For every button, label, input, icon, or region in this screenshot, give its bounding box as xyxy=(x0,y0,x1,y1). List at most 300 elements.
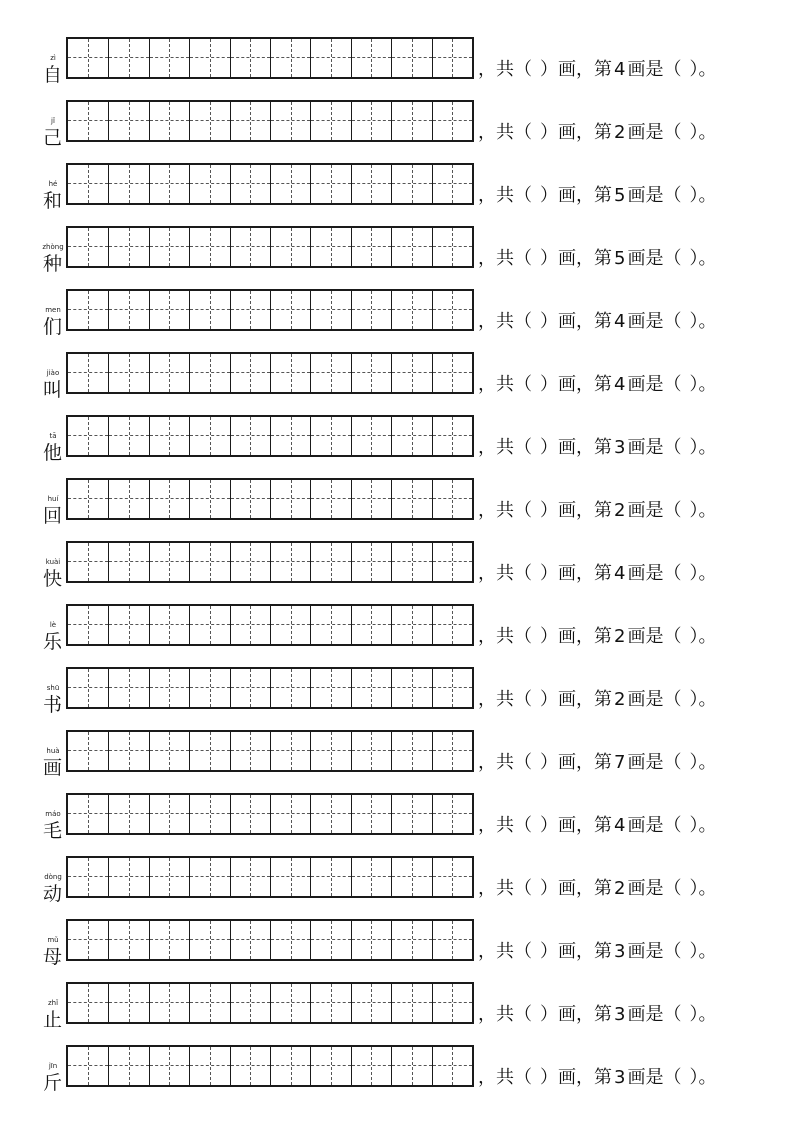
writing-cell[interactable] xyxy=(270,795,310,833)
comma-text: ， xyxy=(576,185,594,206)
writing-cell[interactable] xyxy=(68,102,108,140)
total-label: 共 xyxy=(496,878,514,899)
cell-guide-vertical xyxy=(210,480,211,518)
stroke-question xyxy=(478,122,716,144)
writing-cell[interactable] xyxy=(230,606,270,644)
writing-cell[interactable] xyxy=(68,795,108,833)
writing-cell[interactable] xyxy=(391,858,431,896)
cell-guide-vertical xyxy=(291,102,292,140)
writing-cell[interactable] xyxy=(230,480,270,518)
writing-cell[interactable] xyxy=(108,354,148,392)
cell-guide-vertical xyxy=(291,417,292,455)
cell-guide-vertical xyxy=(331,165,332,203)
writing-cell[interactable] xyxy=(432,480,472,518)
cell-guide-vertical xyxy=(210,417,211,455)
stroke-number: 5 xyxy=(614,248,626,269)
pinyin-label: lè xyxy=(49,621,57,629)
writing-grid xyxy=(66,100,474,142)
writing-cell[interactable] xyxy=(230,102,270,140)
stroke-unit: 画 xyxy=(558,122,576,143)
writing-cell[interactable] xyxy=(149,732,189,770)
writing-cell[interactable] xyxy=(149,417,189,455)
writing-cell[interactable] xyxy=(310,291,350,329)
writing-cell[interactable] xyxy=(189,858,229,896)
cell-guide-vertical xyxy=(412,921,413,959)
paren-close: ） xyxy=(540,878,558,899)
writing-cell[interactable] xyxy=(108,543,148,581)
writing-cell[interactable] xyxy=(351,984,391,1022)
cell-guide-vertical xyxy=(129,417,130,455)
writing-cell[interactable] xyxy=(432,417,472,455)
writing-grid xyxy=(66,415,474,457)
cell-guide-vertical xyxy=(371,921,372,959)
period-text: 。 xyxy=(698,941,717,962)
cell-guide-vertical xyxy=(129,102,130,140)
writing-cell[interactable] xyxy=(432,291,472,329)
paren-open: （ xyxy=(514,815,532,836)
stroke-is-label: 画是 xyxy=(627,248,664,269)
paren-close: ） xyxy=(540,752,558,773)
writing-cell[interactable] xyxy=(108,732,148,770)
writing-cell[interactable] xyxy=(270,354,310,392)
stroke-is-label: 画是 xyxy=(627,500,664,521)
writing-cell[interactable] xyxy=(230,795,270,833)
writing-cell[interactable] xyxy=(149,606,189,644)
writing-cell[interactable] xyxy=(189,669,229,707)
writing-cell[interactable] xyxy=(149,291,189,329)
writing-grid xyxy=(66,793,474,835)
writing-grid xyxy=(66,37,474,79)
cell-guide-vertical xyxy=(88,291,89,329)
writing-grid xyxy=(66,604,474,646)
writing-cell[interactable] xyxy=(108,291,148,329)
writing-cell[interactable] xyxy=(149,669,189,707)
cell-guide-vertical xyxy=(129,354,130,392)
writing-cell[interactable] xyxy=(68,921,108,959)
writing-cell[interactable] xyxy=(230,543,270,581)
writing-cell[interactable] xyxy=(230,354,270,392)
writing-cell[interactable] xyxy=(68,984,108,1022)
worksheet-row xyxy=(0,789,800,852)
writing-cell[interactable] xyxy=(189,354,229,392)
writing-cell[interactable] xyxy=(391,543,431,581)
writing-cell[interactable] xyxy=(270,669,310,707)
writing-cell[interactable] xyxy=(432,543,472,581)
writing-cell[interactable] xyxy=(351,732,391,770)
writing-cell[interactable] xyxy=(189,291,229,329)
writing-cell[interactable] xyxy=(432,795,472,833)
writing-cell[interactable] xyxy=(351,858,391,896)
writing-cell[interactable] xyxy=(351,921,391,959)
writing-cell[interactable] xyxy=(310,480,350,518)
paren-open: （ xyxy=(663,122,682,143)
cell-guide-vertical xyxy=(452,417,453,455)
cell-guide-vertical xyxy=(412,228,413,266)
cell-guide-vertical xyxy=(250,354,251,392)
cell-guide-vertical xyxy=(331,669,332,707)
paren-close: ） xyxy=(540,500,558,521)
cell-guide-vertical xyxy=(452,39,453,77)
writing-cell[interactable] xyxy=(270,543,310,581)
writing-cell[interactable] xyxy=(310,732,350,770)
writing-cell[interactable] xyxy=(149,102,189,140)
cell-guide-vertical xyxy=(412,1047,413,1085)
writing-cell[interactable] xyxy=(432,165,472,203)
total-label: 共 xyxy=(496,437,514,458)
writing-cell[interactable] xyxy=(270,984,310,1022)
cell-guide-vertical xyxy=(412,606,413,644)
paren-open: （ xyxy=(514,374,532,395)
paren-open: （ xyxy=(514,500,532,521)
cell-guide-vertical xyxy=(412,795,413,833)
writing-cell[interactable] xyxy=(391,795,431,833)
writing-cell[interactable] xyxy=(68,543,108,581)
writing-cell[interactable] xyxy=(391,417,431,455)
writing-cell[interactable] xyxy=(351,606,391,644)
stroke-question xyxy=(478,689,716,711)
writing-cell[interactable] xyxy=(310,417,350,455)
stroke-question xyxy=(478,500,716,522)
cell-guide-vertical xyxy=(371,228,372,266)
writing-cell[interactable] xyxy=(270,39,310,77)
stroke-question xyxy=(478,752,716,774)
writing-cell[interactable] xyxy=(351,39,391,77)
paren-open: （ xyxy=(514,248,532,269)
stroke-is-label: 画是 xyxy=(627,1004,664,1025)
writing-cell[interactable] xyxy=(149,480,189,518)
writing-cell[interactable] xyxy=(149,39,189,77)
cell-guide-vertical xyxy=(210,102,211,140)
writing-cell[interactable] xyxy=(432,354,472,392)
cell-guide-vertical xyxy=(371,102,372,140)
pinyin-label: mǔ xyxy=(47,936,59,944)
paren-open: （ xyxy=(663,248,682,269)
writing-cell[interactable] xyxy=(68,669,108,707)
cell-guide-vertical xyxy=(129,921,130,959)
writing-cell[interactable] xyxy=(432,984,472,1022)
writing-cell[interactable] xyxy=(391,102,431,140)
writing-cell[interactable] xyxy=(189,732,229,770)
writing-cell[interactable] xyxy=(310,795,350,833)
paren-close: ） xyxy=(689,374,699,395)
writing-cell[interactable] xyxy=(149,354,189,392)
writing-cell[interactable] xyxy=(230,228,270,266)
stroke-number: 3 xyxy=(614,941,626,962)
writing-cell[interactable] xyxy=(189,1047,229,1085)
cell-guide-vertical xyxy=(291,543,292,581)
cell-guide-vertical xyxy=(452,543,453,581)
writing-cell[interactable] xyxy=(432,228,472,266)
writing-cell[interactable] xyxy=(432,102,472,140)
writing-cell[interactable] xyxy=(189,543,229,581)
cell-guide-vertical xyxy=(88,732,89,770)
writing-cell[interactable] xyxy=(149,543,189,581)
stroke-unit: 画 xyxy=(558,1067,576,1088)
writing-cell[interactable] xyxy=(68,858,108,896)
cell-guide-vertical xyxy=(88,480,89,518)
worksheet-row xyxy=(0,96,800,159)
writing-cell[interactable] xyxy=(270,858,310,896)
writing-cell[interactable] xyxy=(432,606,472,644)
writing-cell[interactable] xyxy=(108,606,148,644)
writing-cell[interactable] xyxy=(310,102,350,140)
cell-guide-vertical xyxy=(291,1047,292,1085)
writing-cell[interactable] xyxy=(310,921,350,959)
hanzi-character: 回 xyxy=(43,505,63,527)
ordinal-label: 第 xyxy=(594,437,612,458)
cell-guide-vertical xyxy=(412,669,413,707)
writing-cell[interactable] xyxy=(391,291,431,329)
writing-cell[interactable] xyxy=(189,606,229,644)
cell-guide-vertical xyxy=(371,732,372,770)
writing-cell[interactable] xyxy=(68,291,108,329)
writing-cell[interactable] xyxy=(432,39,472,77)
writing-cell[interactable] xyxy=(149,228,189,266)
writing-cell[interactable] xyxy=(391,480,431,518)
cell-guide-vertical xyxy=(371,795,372,833)
pinyin-label: máo xyxy=(45,810,61,818)
writing-cell[interactable] xyxy=(189,39,229,77)
writing-cell[interactable] xyxy=(68,732,108,770)
comma-text: ， xyxy=(576,689,594,710)
writing-cell[interactable] xyxy=(108,228,148,266)
writing-cell[interactable] xyxy=(391,39,431,77)
writing-cell[interactable] xyxy=(351,795,391,833)
writing-cell[interactable] xyxy=(310,606,350,644)
comma-text: ， xyxy=(478,1004,496,1025)
ordinal-label: 第 xyxy=(594,500,612,521)
writing-cell[interactable] xyxy=(270,165,310,203)
writing-cell[interactable] xyxy=(391,354,431,392)
writing-cell[interactable] xyxy=(351,102,391,140)
stroke-number: 4 xyxy=(614,563,626,584)
writing-cell[interactable] xyxy=(149,165,189,203)
cell-guide-vertical xyxy=(452,984,453,1022)
total-label: 共 xyxy=(496,941,514,962)
cell-guide-vertical xyxy=(371,417,372,455)
cell-guide-vertical xyxy=(169,228,170,266)
writing-cell[interactable] xyxy=(230,291,270,329)
writing-cell[interactable] xyxy=(432,1047,472,1085)
total-label: 共 xyxy=(496,500,514,521)
cell-guide-vertical xyxy=(169,984,170,1022)
writing-cell[interactable] xyxy=(189,795,229,833)
writing-cell[interactable] xyxy=(149,795,189,833)
stroke-number: 5 xyxy=(614,185,626,206)
stroke-is-label: 画是 xyxy=(627,689,664,710)
writing-cell[interactable] xyxy=(189,417,229,455)
total-label: 共 xyxy=(496,374,514,395)
writing-cell[interactable] xyxy=(68,1047,108,1085)
writing-cell[interactable] xyxy=(270,606,310,644)
period-text: 。 xyxy=(698,437,717,458)
writing-cell[interactable] xyxy=(351,669,391,707)
stroke-is-label: 画是 xyxy=(627,185,664,206)
writing-cell[interactable] xyxy=(310,165,350,203)
writing-cell[interactable] xyxy=(432,858,472,896)
ordinal-label: 第 xyxy=(594,311,612,332)
writing-cell[interactable] xyxy=(68,480,108,518)
writing-cell[interactable] xyxy=(149,1047,189,1085)
paren-open: （ xyxy=(514,1067,532,1088)
writing-cell[interactable] xyxy=(270,417,310,455)
writing-grid xyxy=(66,856,474,898)
writing-cell[interactable] xyxy=(189,228,229,266)
writing-cell[interactable] xyxy=(391,732,431,770)
cell-guide-vertical xyxy=(250,606,251,644)
writing-cell[interactable] xyxy=(189,102,229,140)
cell-guide-vertical xyxy=(452,291,453,329)
writing-cell[interactable] xyxy=(230,669,270,707)
writing-cell[interactable] xyxy=(310,543,350,581)
paren-close: ） xyxy=(540,437,558,458)
writing-cell[interactable] xyxy=(108,921,148,959)
cell-guide-vertical xyxy=(331,921,332,959)
writing-cell[interactable] xyxy=(230,732,270,770)
hanzi-character: 快 xyxy=(43,568,63,590)
writing-cell[interactable] xyxy=(230,417,270,455)
writing-cell[interactable] xyxy=(149,858,189,896)
hanzi-character: 们 xyxy=(43,316,63,338)
cell-guide-vertical xyxy=(291,669,292,707)
writing-cell[interactable] xyxy=(108,102,148,140)
writing-grid xyxy=(66,478,474,520)
hanzi-character: 自 xyxy=(43,64,63,86)
writing-cell[interactable] xyxy=(310,669,350,707)
paren-close: ） xyxy=(540,1004,558,1025)
writing-cell[interactable] xyxy=(432,669,472,707)
writing-cell[interactable] xyxy=(310,228,350,266)
writing-cell[interactable] xyxy=(68,417,108,455)
writing-cell[interactable] xyxy=(270,480,310,518)
comma-text: ， xyxy=(478,563,496,584)
writing-cell[interactable] xyxy=(432,732,472,770)
writing-cell[interactable] xyxy=(351,480,391,518)
writing-cell[interactable] xyxy=(391,606,431,644)
cell-guide-vertical xyxy=(412,480,413,518)
writing-cell[interactable] xyxy=(189,984,229,1022)
writing-cell[interactable] xyxy=(391,228,431,266)
cell-guide-vertical xyxy=(371,606,372,644)
writing-cell[interactable] xyxy=(310,354,350,392)
writing-cell[interactable] xyxy=(230,858,270,896)
writing-cell[interactable] xyxy=(189,165,229,203)
cell-guide-vertical xyxy=(291,606,292,644)
cell-guide-vertical xyxy=(88,606,89,644)
writing-cell[interactable] xyxy=(230,984,270,1022)
paren-open: （ xyxy=(663,437,682,458)
writing-cell[interactable] xyxy=(230,39,270,77)
ordinal-label: 第 xyxy=(594,1004,612,1025)
writing-cell[interactable] xyxy=(108,417,148,455)
cell-guide-vertical xyxy=(371,354,372,392)
pinyin-label: zhǐ xyxy=(47,999,59,1007)
writing-cell[interactable] xyxy=(310,39,350,77)
cell-guide-vertical xyxy=(129,543,130,581)
cell-guide-vertical xyxy=(412,543,413,581)
writing-cell[interactable] xyxy=(351,1047,391,1085)
cell-guide-vertical xyxy=(129,606,130,644)
writing-cell[interactable] xyxy=(108,795,148,833)
stroke-question xyxy=(478,626,716,648)
writing-cell[interactable] xyxy=(68,165,108,203)
stroke-number: 2 xyxy=(614,626,626,647)
writing-cell[interactable] xyxy=(432,921,472,959)
writing-cell[interactable] xyxy=(108,858,148,896)
writing-cell[interactable] xyxy=(230,921,270,959)
writing-cell[interactable] xyxy=(391,165,431,203)
writing-cell[interactable] xyxy=(149,984,189,1022)
cell-guide-vertical xyxy=(452,795,453,833)
writing-cell[interactable] xyxy=(108,39,148,77)
stroke-question xyxy=(478,815,716,837)
writing-cell[interactable] xyxy=(108,480,148,518)
writing-cell[interactable] xyxy=(108,669,148,707)
writing-cell[interactable] xyxy=(310,1047,350,1085)
writing-cell[interactable] xyxy=(270,102,310,140)
writing-cell[interactable] xyxy=(351,165,391,203)
writing-cell[interactable] xyxy=(351,417,391,455)
writing-cell[interactable] xyxy=(391,984,431,1022)
cell-guide-vertical xyxy=(129,39,130,77)
paren-open: （ xyxy=(514,752,532,773)
writing-cell[interactable] xyxy=(310,984,350,1022)
writing-cell[interactable] xyxy=(149,921,189,959)
stroke-question xyxy=(478,563,716,585)
cell-guide-vertical xyxy=(88,669,89,707)
writing-cell[interactable] xyxy=(391,1047,431,1085)
writing-cell[interactable] xyxy=(189,480,229,518)
writing-cell[interactable] xyxy=(68,606,108,644)
cell-guide-vertical xyxy=(452,480,453,518)
writing-cell[interactable] xyxy=(68,39,108,77)
writing-cell[interactable] xyxy=(270,921,310,959)
writing-cell[interactable] xyxy=(189,921,229,959)
writing-cell[interactable] xyxy=(270,228,310,266)
writing-cell[interactable] xyxy=(391,921,431,959)
cell-guide-vertical xyxy=(169,354,170,392)
writing-cell[interactable] xyxy=(68,228,108,266)
writing-cell[interactable] xyxy=(270,732,310,770)
stroke-question xyxy=(478,941,716,963)
ordinal-label: 第 xyxy=(594,374,612,395)
paren-open: （ xyxy=(514,626,532,647)
writing-cell[interactable] xyxy=(68,354,108,392)
comma-text: ， xyxy=(576,437,594,458)
writing-cell[interactable] xyxy=(351,228,391,266)
comma-text: ， xyxy=(478,311,496,332)
cell-guide-vertical xyxy=(371,984,372,1022)
writing-cell[interactable] xyxy=(391,669,431,707)
writing-cell[interactable] xyxy=(108,165,148,203)
writing-cell[interactable] xyxy=(351,354,391,392)
writing-cell[interactable] xyxy=(351,291,391,329)
writing-cell[interactable] xyxy=(270,291,310,329)
writing-cell[interactable] xyxy=(230,165,270,203)
writing-cell[interactable] xyxy=(310,858,350,896)
writing-cell[interactable] xyxy=(230,1047,270,1085)
writing-cell[interactable] xyxy=(270,1047,310,1085)
paren-close: ） xyxy=(540,374,558,395)
cell-guide-vertical xyxy=(331,354,332,392)
writing-cell[interactable] xyxy=(108,1047,148,1085)
pinyin-label: hé xyxy=(48,180,58,188)
pinyin-label: kuài xyxy=(45,558,61,566)
writing-cell[interactable] xyxy=(108,984,148,1022)
stroke-question xyxy=(478,1067,716,1089)
writing-cell[interactable] xyxy=(351,543,391,581)
stroke-is-label: 画是 xyxy=(627,374,664,395)
